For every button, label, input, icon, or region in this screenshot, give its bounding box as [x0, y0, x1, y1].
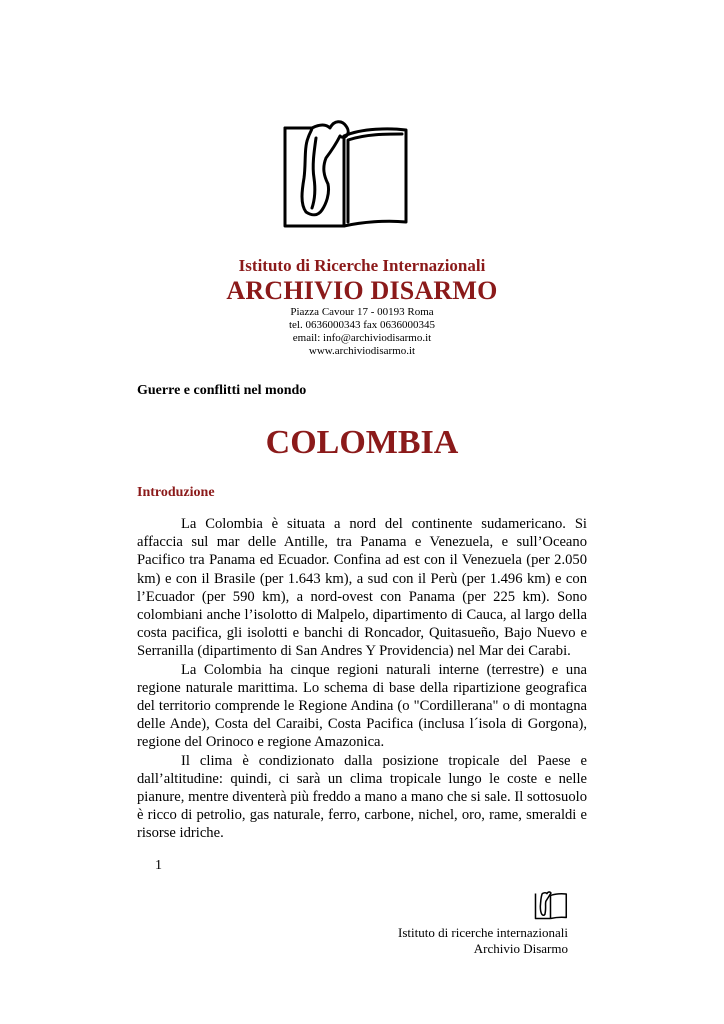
archive-name: ARCHIVIO DISARMO [226, 276, 498, 305]
section-label: Guerre e conflitti nel mondo [137, 383, 307, 398]
footer-archive: Archivio Disarmo [473, 941, 568, 956]
paragraph: Il clima è condizionato dalla posizione tropicale del Paese e dall’altitudine: quindi, ci sarà un clima tropicale lungo le coste e nelle pianure, mentre diventerà più freddo a mano a mano che si sale. Il sottosuolo è ricco di petrolio, gas naturale, ferro, carbone, nichel, oro, rame, smeraldi e risorse idriche. [137, 752, 587, 842]
email: email: info@archiviodisarmo.it [292, 332, 432, 344]
footer-logo [533, 891, 569, 921]
paragraph: La Colombia è situata a nord del continente sudamericano. Si affaccia sul mar delle Antille, tra Panama e Venezuela, e sull’Oceano Pacifico tra Panama ed Ecuador. Confina ad est con il Venezuela (per 2.050 km) e con il Brasile (per 1.643 km), a sud con il Perù (per 1.496 km) e con l’Ecuador (per 590 km), a nord-ovest con Panama (per 225 km). Sono colombiani anche l’isolotto di Malpelo, dipartimento di Cauca, al largo della costa pacifica, gli isolotti e banchi di Roncador, Quitasueño, Bajo Nuevo e Serranilla (dipartimento di San Andres Y Providencia) nel Mar dei Carabi. [137, 516, 587, 660]
archivio-disarmo-logo [282, 118, 410, 236]
phone-fax: tel. 0636000343 fax 0636000345 [288, 319, 436, 331]
footer-institute: Istituto di ricerche internazionali [397, 925, 568, 940]
page-title: COLOMBIA [265, 424, 459, 461]
website: www.archiviodisarmo.it [308, 345, 416, 357]
paragraph: La Colombia ha cinque regioni naturali interne (terrestre) e una regione naturale marittima. Lo schema di base della ripartizione geografica del territorio comprende le Regione Andina (o "Cordillerana" o di montagna delle Ande), Costa del Caraibi, Costa Pacifica (inclusa l´isola di Gorgona), regione del Orinoco e regione Amazonica. [137, 661, 587, 751]
address: Piazza Cavour 17 - 00193 Roma [290, 306, 434, 318]
body-text [137, 515, 587, 843]
institute-name: Istituto di Ricerche Internazionali [238, 256, 486, 275]
page-number: 1 [155, 858, 162, 873]
subheading-introduzione: Introduzione [137, 485, 215, 500]
